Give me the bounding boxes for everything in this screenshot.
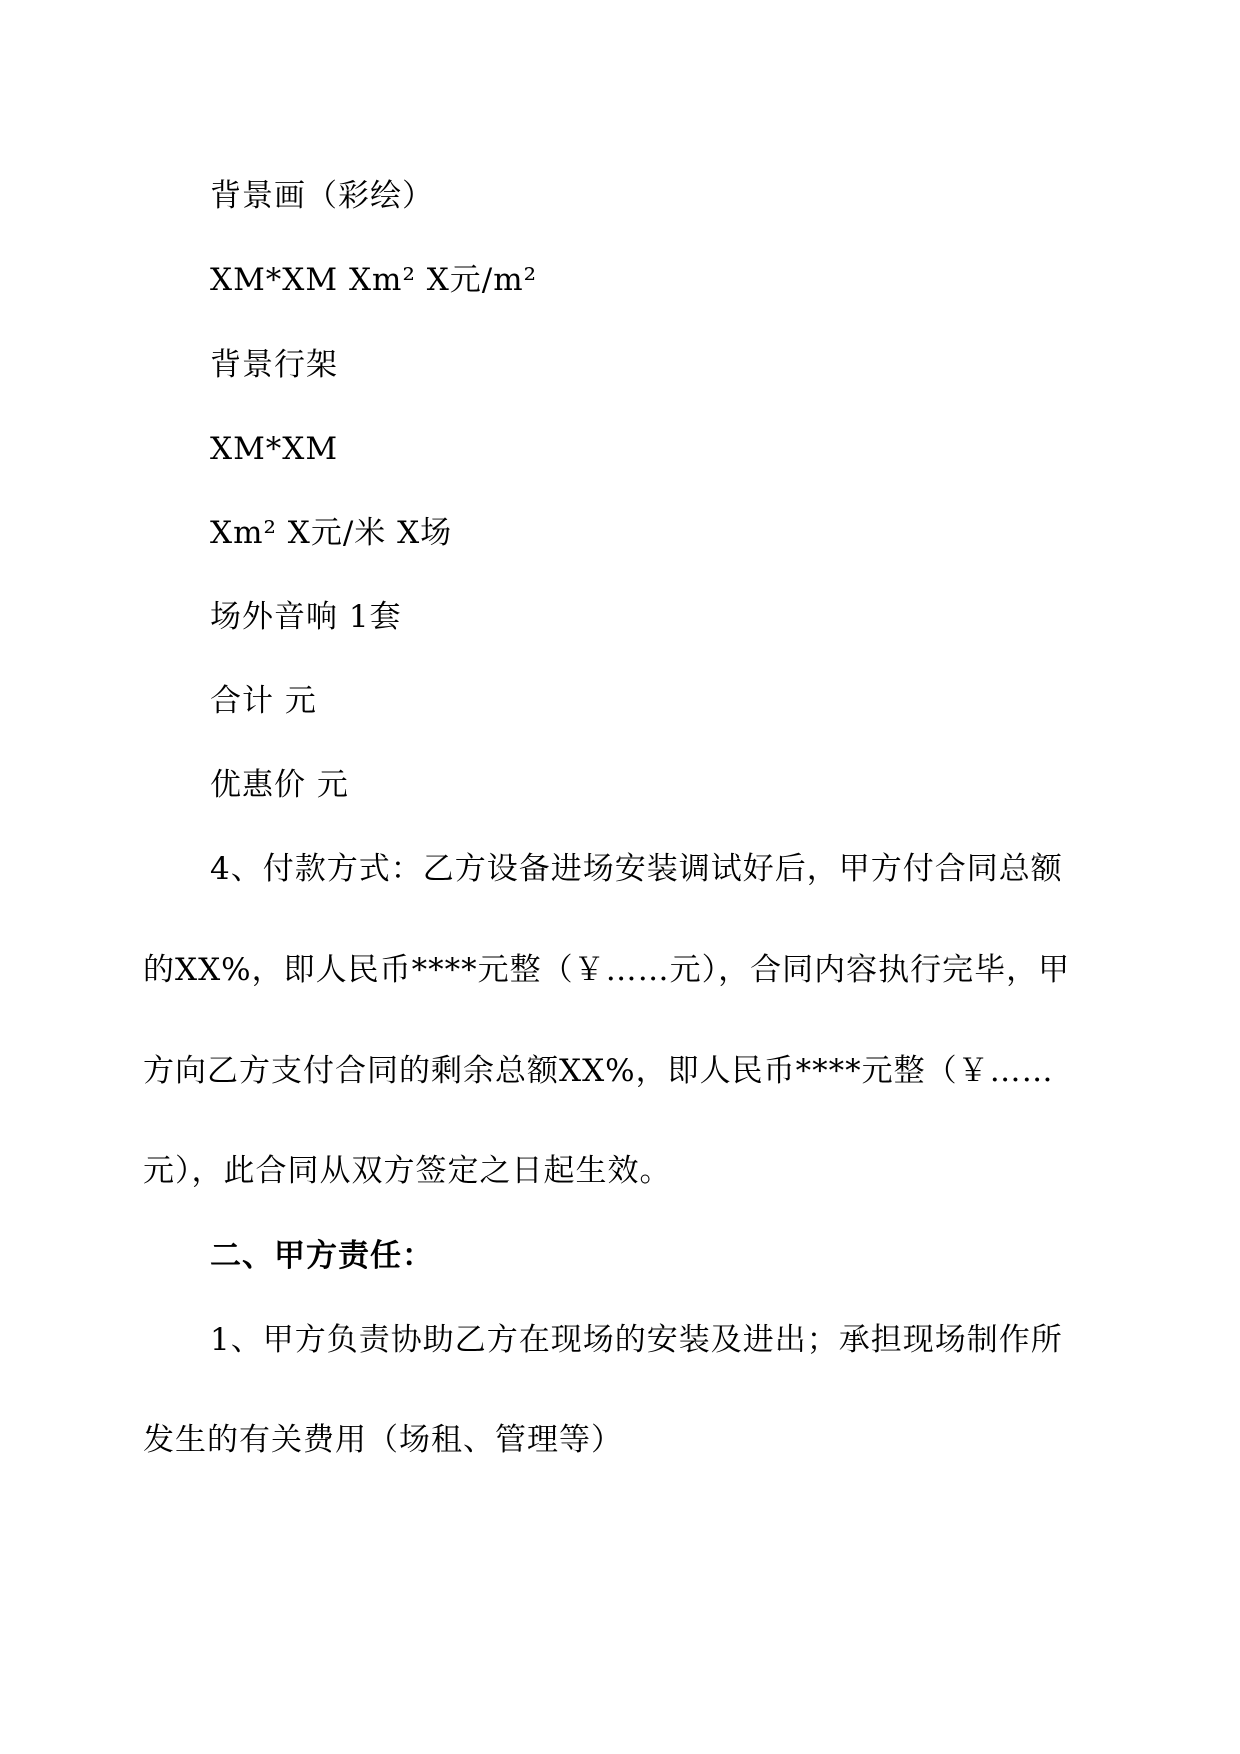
item-line-truss-size: XM*XM [210,431,339,467]
item-line-background-truss: 背景行架 [210,347,338,383]
responsibility-paragraph-line: 发生的有关费用（场租、管理等） [143,1422,623,1458]
payment-paragraph-line: 方向乙方支付合同的剩余总额XX%，即人民币****元整（￥…… [143,1053,1054,1089]
payment-paragraph-line: 4、付款方式：乙方设备进场安装调试好后，甲方付合同总额 [210,851,1063,887]
item-line-background-painting: 背景画（彩绘） [210,178,434,214]
item-line-discount-price: 优惠价 元 [210,767,349,803]
item-line-painting-spec: XM*XM Xm² X元/m² [210,262,538,298]
responsibility-paragraph-line: 1、甲方负责协助乙方在现场的安装及进出；承担现场制作所 [210,1322,1063,1358]
item-line-total: 合计 元 [210,683,317,719]
payment-paragraph-line: 元），此合同从双方签定之日起生效。 [143,1153,672,1189]
payment-paragraph-line: 的XX%，即人民币****元整（￥……元），合同内容执行完毕，甲 [143,952,1071,988]
section-heading: 二、甲方责任： [210,1238,434,1274]
item-line-outdoor-audio: 场外音响 1套 [210,599,402,635]
item-line-truss-price: Xm² X元/米 X场 [210,515,453,551]
